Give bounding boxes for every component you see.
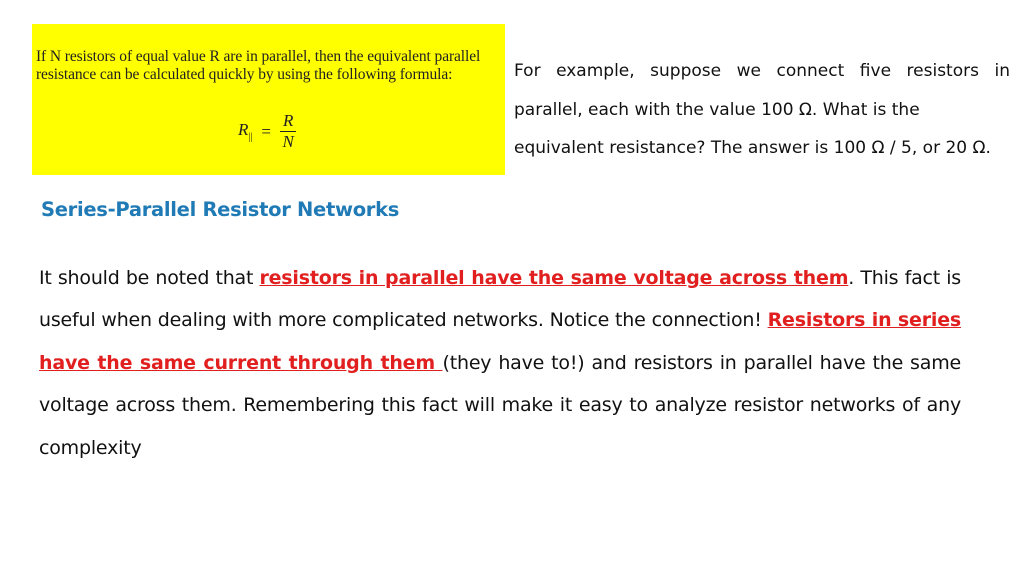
formula-numerator: R	[280, 112, 296, 132]
example-text	[514, 52, 1010, 168]
example-line-2: parallel, each with the value 100 Ω. What is the	[514, 99, 920, 120]
body-paragraph	[39, 257, 961, 469]
callout-text: If N resistors of equal value R are in parallel, then the equivalent parallel resistance can be calculated quickly by using the following formula:	[36, 48, 481, 83]
parallel-resistance-formula	[238, 112, 296, 151]
formula-denominator: N	[282, 132, 294, 151]
highlight-series-current-a: Resistors in series	[767, 309, 961, 332]
text-segment: (they have to!) and resistors in parallel have the same	[442, 351, 961, 374]
paragraph-line-2	[39, 299, 961, 341]
formula-fraction	[280, 112, 296, 151]
highlight-parallel-voltage: resistors in parallel have the same voltage across them	[259, 267, 849, 289]
text-segment: useful when dealing with more complicated networks. Notice the connection!	[39, 309, 768, 332]
formula-equals: =	[261, 121, 271, 141]
paragraph-line-5: complexity	[39, 436, 142, 459]
paragraph-line-4: voltage across them. Remembering this fact will make it easy to analyze resistor networks of any	[39, 394, 961, 417]
paragraph-line-1	[39, 257, 961, 299]
formula-callout-box	[32, 24, 505, 175]
example-line-1: For example, suppose we connect five resistors in	[514, 61, 1010, 81]
example-line-3: equivalent resistance? The answer is 100 Ω / 5, or 20 Ω.	[514, 138, 991, 158]
section-heading: Series-Parallel Resistor Networks	[41, 198, 400, 221]
text-segment: . This fact is	[848, 267, 961, 289]
formula-lhs: $R_{||}$	[238, 120, 253, 143]
text-segment: It should be noted that	[39, 267, 260, 289]
formula-subscript: ||	[248, 131, 253, 143]
highlight-series-current-b: have the same current through them	[39, 351, 443, 374]
paragraph-line-3	[39, 342, 961, 384]
